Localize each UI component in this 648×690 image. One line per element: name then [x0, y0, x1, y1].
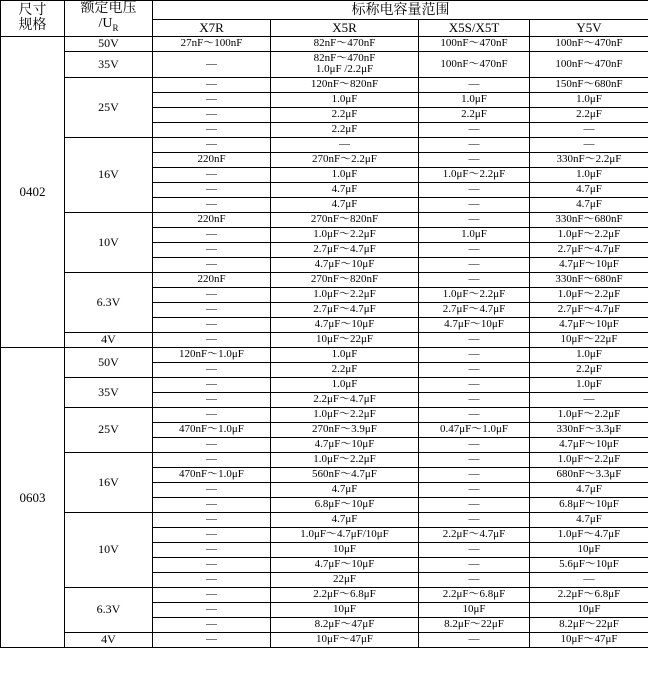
capacitance-cell-x7r: —: [153, 77, 271, 92]
voltage-cell: 35V: [65, 51, 153, 77]
table-row: [1, 407, 648, 422]
capacitance-cell-x5r: 22μF: [271, 572, 419, 587]
capacitance-cell-x5r: 270nF～2.2μF: [271, 152, 419, 167]
capacitance-cell-x7r: —: [153, 617, 271, 632]
voltage-cell: 25V: [65, 77, 153, 137]
capacitance-cell-y5v: 4.7μF: [530, 512, 648, 527]
capacitance-cell-y5v: 100nF～470nF: [530, 36, 648, 51]
capacitance-cell-x5r: 6.8μF～10μF: [271, 497, 419, 512]
table-row: [1, 347, 648, 362]
capacitance-cell-x7r: —: [153, 587, 271, 602]
capacitance-cell-x5s-x5t: —: [419, 557, 530, 572]
capacitance-cell-x5r: 4.7μF: [271, 197, 419, 212]
capacitance-cell-x5r: 8.2μF～47μF: [271, 617, 419, 632]
capacitance-cell-x5r: 4.7μF～10μF: [271, 437, 419, 452]
capacitance-cell-x7r: —: [153, 92, 271, 107]
capacitance-cell-x7r: —: [153, 557, 271, 572]
table-row: [1, 77, 648, 92]
capacitance-cell-y5v: 1.0μF: [530, 377, 648, 392]
capacitance-cell-x5s-x5t: —: [419, 497, 530, 512]
capacitance-cell-y5v: 100nF～470nF: [530, 51, 648, 77]
capacitance-cell-y5v: —: [530, 137, 648, 152]
capacitance-cell-y5v: 10μF～47μF: [530, 632, 648, 647]
size-cell: 0603: [1, 347, 65, 647]
capacitance-cell-x7r: —: [153, 167, 271, 182]
table-row: [1, 332, 648, 347]
capacitance-cell-x7r: —: [153, 51, 271, 77]
capacitance-cell-x5r: 1.0μF～2.2μF: [271, 227, 419, 242]
capacitance-cell-x5r: 270nF～3.9μF: [271, 422, 419, 437]
voltage-cell: 16V: [65, 137, 153, 212]
table-row: [1, 51, 648, 77]
capacitance-cell-x7r: —: [153, 542, 271, 557]
capacitance-cell-x5r: 2.7μF～4.7μF: [271, 302, 419, 317]
capacitance-cell-x7r: —: [153, 197, 271, 212]
cell-line: 1.0μF /2.2μF: [315, 63, 374, 76]
capacitance-cell-x7r: —: [153, 362, 271, 377]
capacitance-cell-x5s-x5t: —: [419, 242, 530, 257]
capacitance-cell-y5v: 10μF: [530, 542, 648, 557]
column-header-x5s-x5t: X5S/X5T: [419, 20, 530, 37]
capacitance-cell-x7r: —: [153, 407, 271, 422]
capacitance-cell-x5r: 2.2μF: [271, 122, 419, 137]
table-row: [1, 212, 648, 227]
capacitance-cell-y5v: 10μF～22μF: [530, 332, 648, 347]
capacitance-cell-x7r: —: [153, 437, 271, 452]
capacitance-cell-x5r: 2.2μF: [271, 107, 419, 122]
voltage-header-line1: 额定电压: [80, 1, 137, 16]
capacitance-cell-x5s-x5t: 2.2μF～6.8μF: [419, 587, 530, 602]
capacitance-cell-x7r: —: [153, 242, 271, 257]
capacitance-cell-x5s-x5t: —: [419, 437, 530, 452]
capacitance-cell-y5v: 1.0μF: [530, 167, 648, 182]
capacitance-cell-x5s-x5t: —: [419, 212, 530, 227]
capacitance-cell-x5r: 2.2μF～4.7μF: [271, 392, 419, 407]
capacitance-cell-x5s-x5t: —: [419, 272, 530, 287]
voltage-cell: 4V: [65, 332, 153, 347]
capacitance-cell-y5v: 330nF～680nF: [530, 212, 648, 227]
capacitance-cell-x7r: —: [153, 602, 271, 617]
capacitance-cell-x7r: —: [153, 317, 271, 332]
voltage-cell: 10V: [65, 212, 153, 272]
voltage-header-subscript: R: [112, 22, 119, 33]
capacitance-cell-x7r: —: [153, 482, 271, 497]
capacitance-cell-y5v: 1.0μF～2.2μF: [530, 407, 648, 422]
capacitance-cell-x5s-x5t: —: [419, 197, 530, 212]
capacitance-cell-x5r: 4.7μF: [271, 182, 419, 197]
capacitance-cell-x5r: 120nF～820nF: [271, 77, 419, 92]
capacitance-cell-y5v: 2.2μF: [530, 107, 648, 122]
table-row: [1, 36, 648, 51]
capacitance-cell-x5r: 4.7μF: [271, 482, 419, 497]
voltage-cell: 16V: [65, 452, 153, 512]
table-row: [1, 272, 648, 287]
capacitance-cell-x5s-x5t: 2.2μF: [419, 107, 530, 122]
capacitance-cell-y5v: 150nF～680nF: [530, 77, 648, 92]
capacitance-cell-y5v: 5.6μF～10μF: [530, 557, 648, 572]
capacitance-cell-x5r: —: [271, 137, 419, 152]
capacitance-cell-y5v: —: [530, 392, 648, 407]
capacitance-cell-x5r: 4.7μF～10μF: [271, 317, 419, 332]
capacitance-cell-y5v: 4.7μF: [530, 482, 648, 497]
voltage-header: [65, 1, 153, 37]
capacitance-cell-x7r: 470nF～1.0μF: [153, 422, 271, 437]
capacitance-cell-x5s-x5t: 2.2μF～4.7μF: [419, 527, 530, 542]
capacitance-cell-x7r: —: [153, 377, 271, 392]
column-header-x7r: X7R: [153, 20, 271, 37]
capacitance-cell-x5r: 4.7μF～10μF: [271, 257, 419, 272]
voltage-cell: 50V: [65, 347, 153, 377]
table-row: [1, 632, 648, 647]
capacitance-cell-x7r: —: [153, 227, 271, 242]
capacitance-cell-x7r: —: [153, 572, 271, 587]
voltage-cell: 35V: [65, 377, 153, 407]
voltage-cell: 4V: [65, 632, 153, 647]
capacitance-cell-x5s-x5t: 2.7μF～4.7μF: [419, 302, 530, 317]
voltage-cell: 25V: [65, 407, 153, 452]
capacitance-cell-x5s-x5t: —: [419, 332, 530, 347]
voltage-cell: 50V: [65, 36, 153, 51]
voltage-cell: 6.3V: [65, 272, 153, 332]
capacitance-cell-x5r: 1.0μF: [271, 92, 419, 107]
capacitance-cell-x5r: 270nF～820nF: [271, 272, 419, 287]
size-header-line2: 规格: [18, 18, 47, 34]
capacitance-cell-y5v: 2.7μF～4.7μF: [530, 302, 648, 317]
capacitance-cell-x7r: —: [153, 527, 271, 542]
capacitance-cell-x5s-x5t: —: [419, 407, 530, 422]
capacitance-cell-y5v: —: [530, 122, 648, 137]
capacitance-cell-x5s-x5t: —: [419, 542, 530, 557]
capacitance-cell-y5v: 2.2μF: [530, 362, 648, 377]
capacitance-cell-y5v: 680nF～3.3μF: [530, 467, 648, 482]
size-header: [1, 1, 65, 37]
voltage-header-line2: /U: [98, 16, 113, 31]
capacitance-cell-y5v: 10μF: [530, 602, 648, 617]
table-row: [1, 512, 648, 527]
capacitance-cell-x5r: 1.0μF: [271, 167, 419, 182]
capacitance-cell-x7r: 470nF～1.0μF: [153, 467, 271, 482]
voltage-cell: 10V: [65, 512, 153, 587]
capacitance-cell-x7r: —: [153, 392, 271, 407]
column-header-y5v: Y5V: [530, 20, 648, 37]
capacitance-cell-x7r: 220nF: [153, 272, 271, 287]
table-row: [1, 587, 648, 602]
capacitance-cell-x5s-x5t: —: [419, 257, 530, 272]
capacitance-range-header: 标称电容量范围: [153, 1, 648, 20]
capacitance-cell-y5v: 4.7μF～10μF: [530, 317, 648, 332]
capacitance-cell-x7r: —: [153, 122, 271, 137]
capacitance-cell-y5v: 330nF～2.2μF: [530, 152, 648, 167]
capacitance-cell-x5s-x5t: —: [419, 377, 530, 392]
capacitance-cell-x5r: 270nF～820nF: [271, 212, 419, 227]
voltage-cell: 6.3V: [65, 587, 153, 632]
capacitance-cell-y5v: 1.0μF～2.2μF: [530, 287, 648, 302]
capacitance-cell-y5v: 4.7μF～10μF: [530, 437, 648, 452]
capacitance-cell-x5s-x5t: 10μF: [419, 602, 530, 617]
capacitance-cell-x7r: —: [153, 287, 271, 302]
table-row: [1, 452, 648, 467]
capacitance-cell-y5v: 4.7μF: [530, 182, 648, 197]
capacitance-cell-x7r: 27nF～100nF: [153, 36, 271, 51]
capacitance-cell-x5r: 2.7μF～4.7μF: [271, 242, 419, 257]
capacitance-cell-x5r: 10μF: [271, 602, 419, 617]
capacitance-cell-y5v: 1.0μF～2.2μF: [530, 452, 648, 467]
table-row: [1, 137, 648, 152]
capacitance-cell-x5r: 1.0μF～2.2μF: [271, 452, 419, 467]
table-row: [1, 377, 648, 392]
capacitance-cell-x5r: 10μF～47μF: [271, 632, 419, 647]
capacitance-cell-x5s-x5t: —: [419, 182, 530, 197]
capacitance-cell-x5s-x5t: 1.0μF～2.2μF: [419, 287, 530, 302]
capacitance-cell-x5s-x5t: —: [419, 512, 530, 527]
capacitance-cell-x7r: 220nF: [153, 212, 271, 227]
capacitance-cell-x5s-x5t: 1.0μF: [419, 227, 530, 242]
capacitance-cell-x5s-x5t: —: [419, 152, 530, 167]
capacitance-cell-y5v: 1.0μF: [530, 92, 648, 107]
capacitance-cell-x5s-x5t: 4.7μF～10μF: [419, 317, 530, 332]
capacitance-cell-x5s-x5t: —: [419, 362, 530, 377]
capacitance-cell-y5v: —: [530, 572, 648, 587]
capacitance-cell-y5v: 330nF～680nF: [530, 272, 648, 287]
capacitance-cell-y5v: 8.2μF～22μF: [530, 617, 648, 632]
capacitance-cell-x5r: 1.0μF～2.2μF: [271, 287, 419, 302]
capacitance-cell-x7r: 220nF: [153, 152, 271, 167]
capacitance-cell-y5v: 1.0μF～2.2μF: [530, 227, 648, 242]
column-header-x5r: X5R: [271, 20, 419, 37]
capacitance-cell-x7r: —: [153, 512, 271, 527]
capacitance-cell-x5r: 2.2μF～6.8μF: [271, 587, 419, 602]
capacitance-cell-x5s-x5t: —: [419, 347, 530, 362]
capacitance-cell-x7r: —: [153, 632, 271, 647]
capacitance-cell-x7r: 120nF～1.0μF: [153, 347, 271, 362]
capacitance-cell-y5v: 4.7μF～10μF: [530, 257, 648, 272]
capacitance-cell-x5s-x5t: —: [419, 77, 530, 92]
capacitance-cell-x5s-x5t: —: [419, 452, 530, 467]
capacitance-cell-x5r: 2.2μF: [271, 362, 419, 377]
size-header-line1: 尺寸: [18, 3, 47, 19]
capacitance-cell-x5s-x5t: —: [419, 392, 530, 407]
capacitance-cell-y5v: 4.7μF: [530, 197, 648, 212]
capacitance-cell-x5r: 82nF～470nF: [271, 36, 419, 51]
capacitance-cell-x5s-x5t: —: [419, 632, 530, 647]
cell-line: 82nF～470nF: [313, 52, 376, 65]
capacitance-cell-x5s-x5t: —: [419, 467, 530, 482]
capacitance-cell-x7r: —: [153, 107, 271, 122]
capacitance-cell-x5r: 4.7μF: [271, 512, 419, 527]
capacitance-cell-y5v: 1.0μF: [530, 347, 648, 362]
capacitance-cell-x5s-x5t: 1.0μF～2.2μF: [419, 167, 530, 182]
capacitance-cell-x5s-x5t: —: [419, 137, 530, 152]
capacitance-cell-x5r: 1.0μF～4.7μF/10μF: [271, 527, 419, 542]
capacitance-cell-x7r: —: [153, 497, 271, 512]
size-cell: 0402: [1, 36, 65, 347]
capacitance-cell-x7r: —: [153, 452, 271, 467]
capacitance-cell-x5s-x5t: 0.47μF～1.0μF: [419, 422, 530, 437]
capacitance-cell-x7r: —: [153, 257, 271, 272]
capacitance-cell-y5v: 330nF～3.3μF: [530, 422, 648, 437]
capacitance-cell-x5s-x5t: 100nF～470nF: [419, 51, 530, 77]
capacitance-cell-x5r: 10μF: [271, 542, 419, 557]
capacitance-cell-x5r: 10μF～22μF: [271, 332, 419, 347]
capacitance-cell-x5s-x5t: —: [419, 572, 530, 587]
capacitance-cell-x7r: —: [153, 332, 271, 347]
capacitance-cell-x5s-x5t: 8.2μF～22μF: [419, 617, 530, 632]
capacitance-cell-x7r: —: [153, 302, 271, 317]
capacitance-cell-y5v: 1.0μF～4.7μF: [530, 527, 648, 542]
capacitance-cell-x5s-x5t: 100nF～470nF: [419, 36, 530, 51]
capacitance-cell-x5s-x5t: —: [419, 122, 530, 137]
capacitance-cell-x7r: —: [153, 182, 271, 197]
capacitance-cell-x5r: 4.7μF～10μF: [271, 557, 419, 572]
capacitance-cell-x7r: —: [153, 137, 271, 152]
capacitance-cell-y5v: 2.7μF～4.7μF: [530, 242, 648, 257]
capacitance-cell-x5r: 1.0μF～2.2μF: [271, 407, 419, 422]
capacitance-cell-x5r: 560nF～4.7μF: [271, 467, 419, 482]
capacitance-cell-x5r: [271, 51, 419, 77]
capacitance-cell-y5v: 6.8μF～10μF: [530, 497, 648, 512]
capacitance-cell-x5r: 1.0μF: [271, 377, 419, 392]
capacitance-cell-y5v: 2.2μF～6.8μF: [530, 587, 648, 602]
capacitance-cell-x5s-x5t: 1.0μF: [419, 92, 530, 107]
capacitance-cell-x5s-x5t: —: [419, 482, 530, 497]
capacitance-cell-x5r: 1.0μF: [271, 347, 419, 362]
